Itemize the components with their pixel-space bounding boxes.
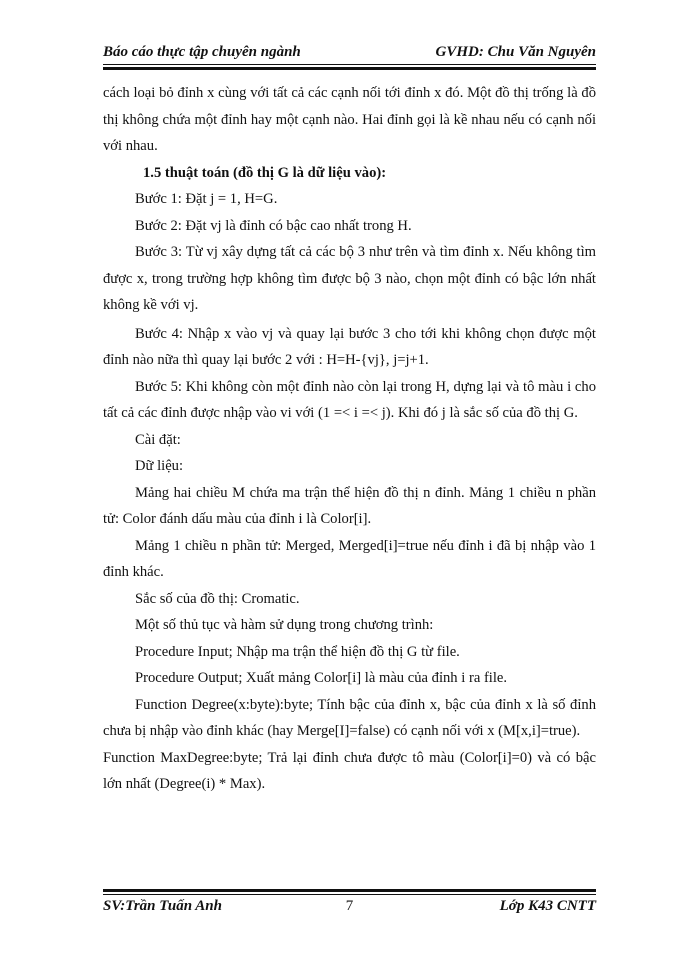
step-2: Bước 2: Đặt vj là đỉnh có bậc cao nhất trong H. — [135, 217, 412, 234]
step-3: Bước 3: Từ vj xây dựng tất cả các bộ 3 như trên và tìm đỉnh x. Nếu không tìm được x, trong trường hợp không tìm được bộ 3 nào, chọn một đỉnh có bậc lớn nhất không kề với vj. — [103, 244, 596, 313]
page-number: 7 — [345, 898, 354, 914]
function-maxdegree: Function MaxDegree:byte; Trả lại đỉnh chưa được tô màu (Color[i]=0) và có bậc lớn nhất (Degree(i) * Max). — [103, 749, 596, 792]
page-footer — [103, 898, 596, 922]
paragraph-procedures: Một số thủ tục và hàm sử dụng trong chương trình: — [135, 617, 434, 633]
step-1: Bước 1: Đặt j = 1, H=G. — [135, 191, 278, 207]
header-report-title: Báo cáo thực tập chuyên ngành — [103, 44, 301, 60]
section-heading: 1.5 thuật toán (đồ thị G là dữ liệu vào): — [143, 164, 387, 181]
footer-class: Lớp K43 CNTT — [499, 898, 596, 914]
function-degree: Function Degree(x:byte):byte; Tính bậc của đỉnh x, bậc của đỉnh x là số đỉnh chưa bị nhập vào đỉnh khác (hay Merge[I]=false) có cạnh nối với x (M[x,i]=true). — [103, 696, 596, 739]
footer-divider-thin — [103, 894, 596, 895]
document-body — [103, 80, 596, 798]
install-label: Cài đặt: — [135, 431, 181, 448]
header-supervisor: GVHD: Chu Văn Nguyên — [435, 44, 596, 60]
paragraph-merged: Mảng 1 chiều n phần tử: Merged, Merged[i]=true nếu đỉnh i đã bị nhập vào 1 đỉnh khác. — [103, 537, 596, 580]
procedure-output: Procedure Output; Xuất mảng Color[i] là màu của đỉnh i ra file. — [135, 670, 508, 686]
step-5: Bước 5: Khi không còn một đỉnh nào còn lại trong H, dựng lại và tô màu i cho tất cả các đỉnh được nhập vào vi với (1 =< i =< j). Khi đó j là sắc số của đồ thị G. — [103, 378, 596, 421]
header-divider-thick — [103, 67, 596, 70]
paragraph-intro: cách loại bỏ đỉnh x cùng với tất cả các cạnh nối tới đỉnh x đó. Một đồ thị trống là đồ thị không chứa một đỉnh hay một cạnh nào. Hai đỉnh gọi là kề nhau nếu có cạnh nối với nhau. — [103, 85, 596, 154]
paragraph-matrix: Mảng hai chiều M chứa ma trận thể hiện đồ thị n đỉnh. Mảng 1 chiều n phần tử: Color đánh dấu màu của đỉnh i là Color[i]. — [103, 484, 596, 527]
footer-student: SV:Trần Tuấn Anh — [103, 898, 222, 914]
header-divider-thin — [103, 64, 596, 65]
page-header — [103, 38, 596, 64]
data-label: Dữ liệu: — [135, 458, 184, 474]
footer-divider-thick — [103, 889, 596, 892]
paragraph-chromatic: Sắc số của đồ thị: Cromatic. — [135, 590, 300, 607]
step-4: Bước 4: Nhập x vào vj và quay lại bước 3 cho tới khi không chọn được một đỉnh nào nữa thì quay lại bước 2 với : H=H-{vj}, j=j+1. — [103, 325, 596, 368]
procedure-input: Procedure Input; Nhập ma trận thể hiện đồ thị G từ file. — [135, 643, 460, 660]
